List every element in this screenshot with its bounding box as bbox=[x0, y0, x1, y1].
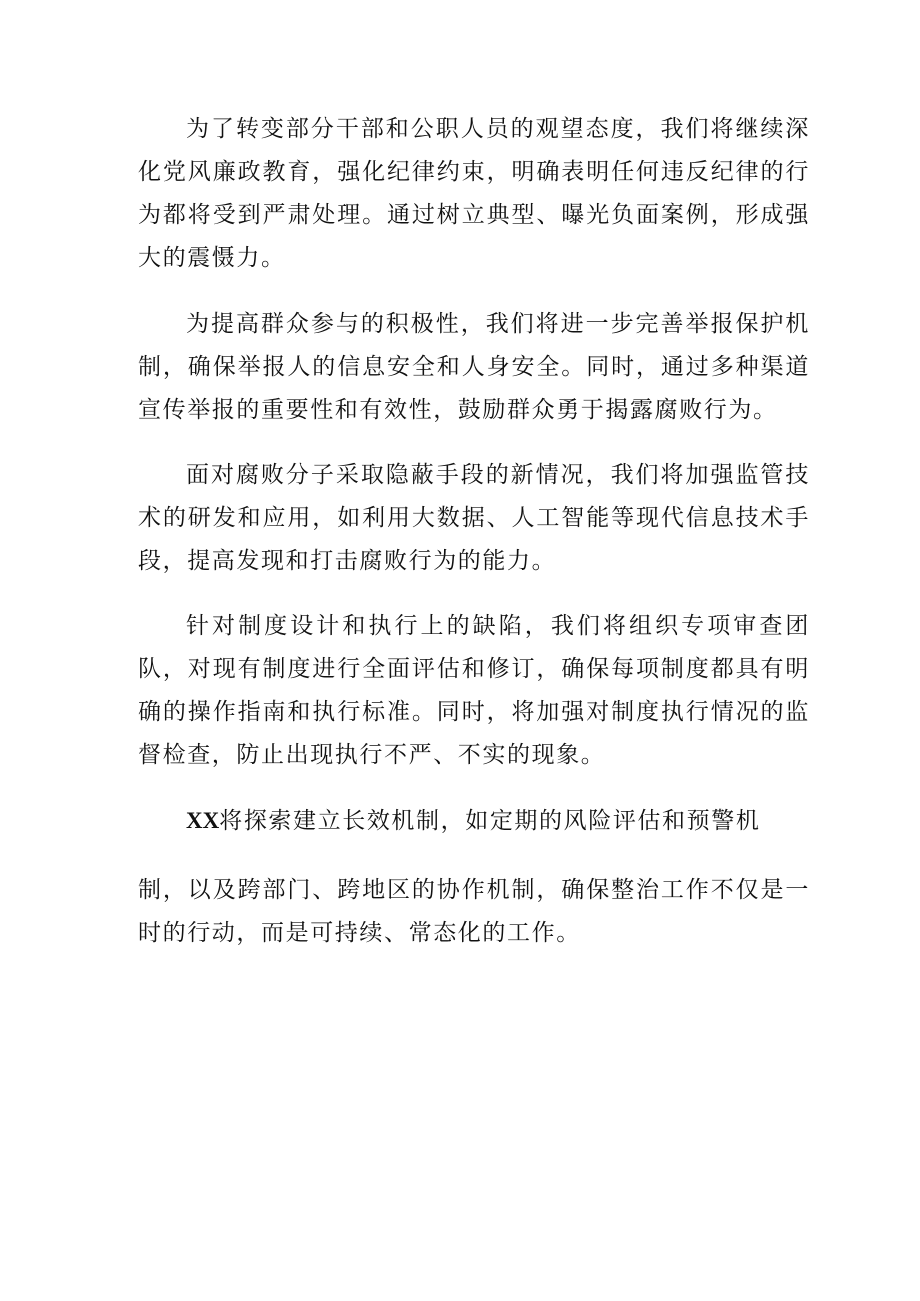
placeholder-xx: XX bbox=[186, 808, 220, 833]
paragraph-3: 面对腐败分子采取隐蔽手段的新情况，我们将加强监管技术的研发和应用，如利用大数据、人工智能等现代信息技术手段，提高发现和打击腐败行为的能力。 bbox=[138, 462, 810, 574]
paragraph-2: 为提高群众参与的积极性，我们将进一步完善举报保护机制，确保举报人的信息安全和人身安全。同时，通过多种渠道宣传举报的重要性和有效性，鼓励群众勇于揭露腐败行为。 bbox=[138, 311, 810, 423]
paragraph-1: 为了转变部分干部和公职人员的观望态度，我们将继续深化党风廉政教育，强化纪律约束，明确表明任何违反纪律的行为都将受到严肃处理。通过树立典型、曝光负面案例，形成强大的震慑力。 bbox=[138, 116, 810, 271]
paragraph-5-first-line bbox=[138, 799, 810, 843]
paragraph-5-line1-text: 将探索建立长效机制，如定期的风险评估和预警机 bbox=[219, 808, 761, 834]
paragraph-4: 针对制度设计和执行上的缺陷，我们将组织专项审查团队，对现有制度进行全面评估和修订，确保每项制度都具有明确的操作指南和执行标准。同时，将加强对制度执行情况的监督检查，防止出现执行不严、不实的现象。 bbox=[138, 613, 810, 768]
paragraph-5-continuation: 制，以及跨部门、跨地区的协作机制，确保整治工作不仅是一时的行动，而是可持续、常态化的工作。 bbox=[138, 877, 810, 946]
